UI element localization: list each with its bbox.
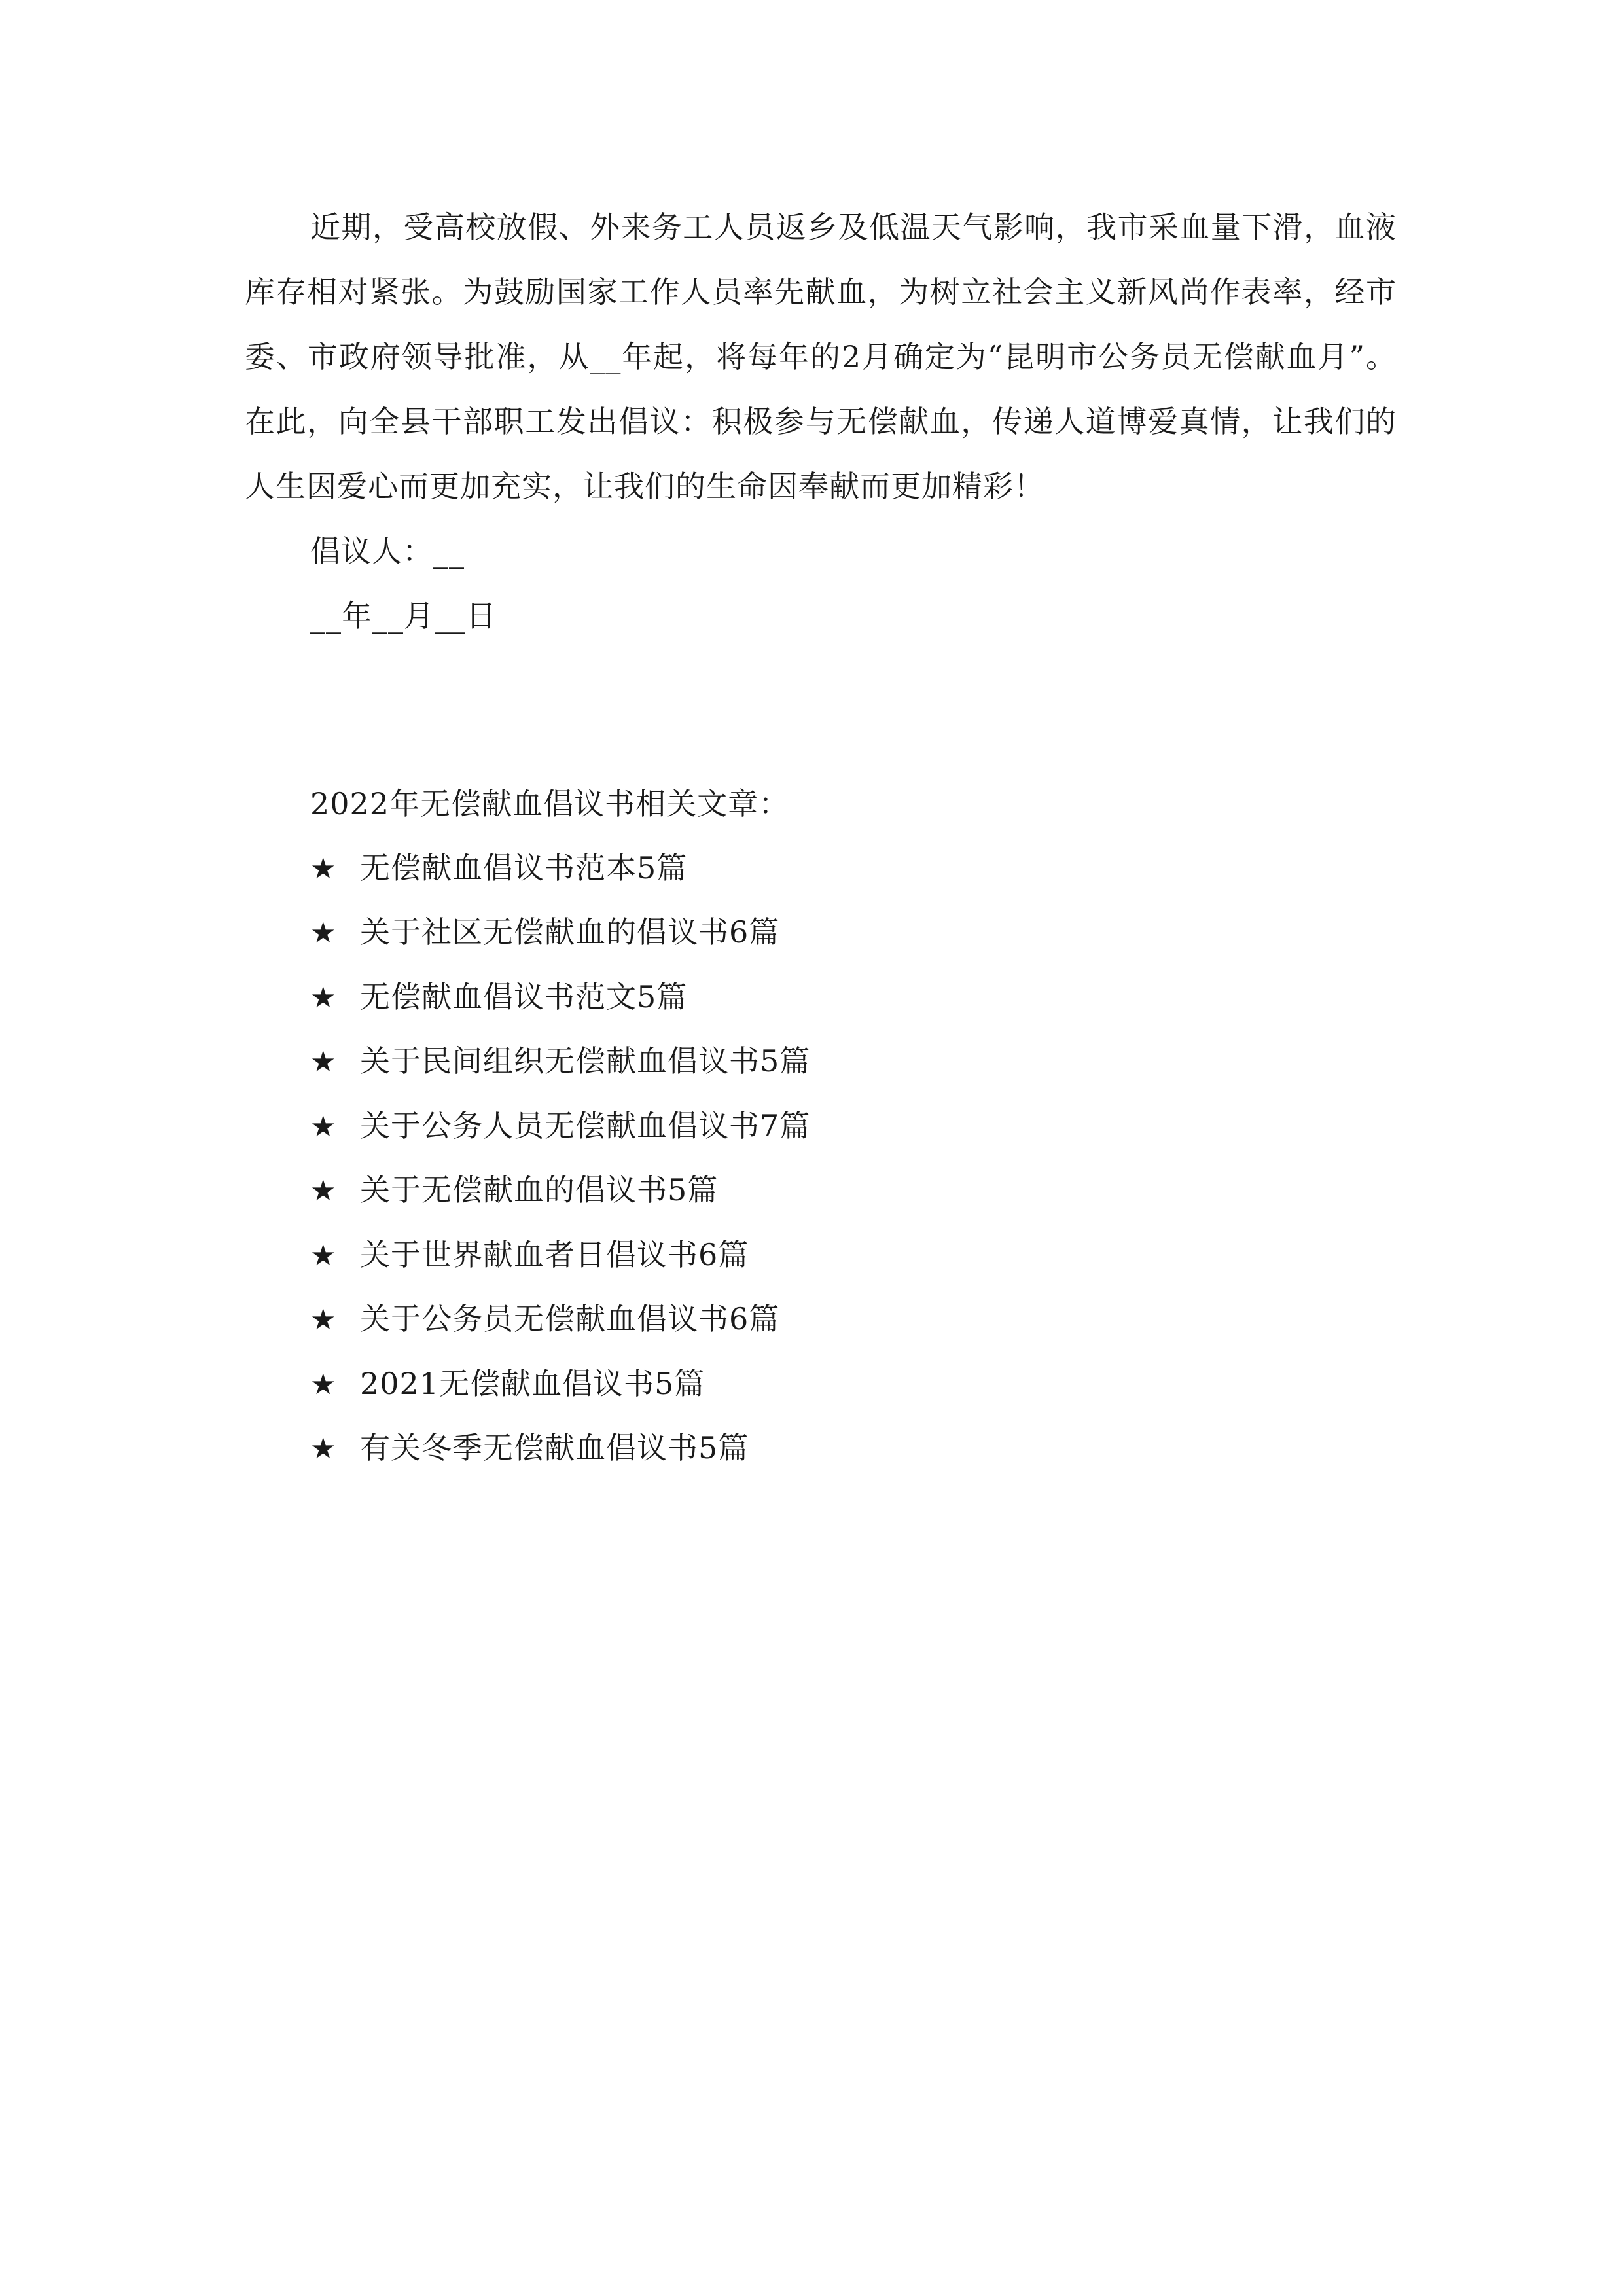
related-article-link[interactable] — [310, 836, 1357, 901]
related-article-title: 无偿献血倡议书范本5篇 — [360, 850, 688, 886]
star-icon: ★ — [310, 916, 337, 950]
related-article-title: 关于公务员无偿献血倡议书6篇 — [360, 1301, 780, 1336]
related-article-title: 关于公务人员无偿献血倡议书7篇 — [360, 1107, 811, 1143]
star-icon: ★ — [310, 852, 337, 886]
star-icon: ★ — [310, 1367, 337, 1401]
related-articles-title: 2022年无偿献血倡议书相关文章： — [310, 786, 790, 821]
related-article-link[interactable] — [310, 1094, 1357, 1159]
related-article-link[interactable] — [310, 1158, 1357, 1223]
related-articles-list — [310, 836, 1357, 1481]
related-articles — [310, 772, 1357, 1481]
related-article-link[interactable] — [310, 1287, 1357, 1352]
related-article-title: 关于民间组织无偿献血倡议书5篇 — [360, 1043, 811, 1079]
appeal-paragraph: 近期，受高校放假、外来务工人员返乡及低温天气影响，我市采血量下滑，血液库存相对紧张。为鼓励国家工作人员率先献血，为树立社会主义新风尚作表率，经市委、市政府领导批准，从__年起，将每年的2月确定为“昆明市公务员无偿献血月”。在此，向全县干部职工发出倡议：积极参与无偿献血，传递人道博爱真情，让我们的人生因爱心而更加充实，让我们的生命因奉献而更加精彩！ — [245, 209, 1397, 504]
related-article-link[interactable] — [310, 1223, 1357, 1288]
signer-line: 倡议人：__ — [310, 533, 465, 569]
star-icon: ★ — [310, 1109, 337, 1143]
star-icon: ★ — [310, 1174, 337, 1208]
star-icon: ★ — [310, 1045, 337, 1079]
star-icon: ★ — [310, 980, 337, 1014]
related-article-title: 关于无偿献血的倡议书5篇 — [360, 1172, 719, 1208]
related-article-title: 关于社区无偿献血的倡议书6篇 — [360, 914, 780, 950]
star-icon: ★ — [310, 1238, 337, 1272]
related-article-link[interactable] — [310, 1352, 1357, 1417]
star-icon: ★ — [310, 1432, 337, 1465]
related-article-title: 2021无偿献血倡议书5篇 — [360, 1365, 705, 1401]
date-line: __年__月__日 — [310, 598, 497, 634]
related-article-title: 关于世界献血者日倡议书6篇 — [360, 1236, 749, 1272]
related-article-title: 无偿献血倡议书范文5篇 — [360, 978, 688, 1014]
document-body — [245, 195, 1397, 649]
related-article-link[interactable] — [310, 1416, 1357, 1481]
related-article-link[interactable] — [310, 965, 1357, 1030]
related-article-link[interactable] — [310, 901, 1357, 965]
related-article-link[interactable] — [310, 1030, 1357, 1094]
star-icon: ★ — [310, 1303, 337, 1336]
related-article-title: 有关冬季无偿献血倡议书5篇 — [360, 1430, 749, 1465]
